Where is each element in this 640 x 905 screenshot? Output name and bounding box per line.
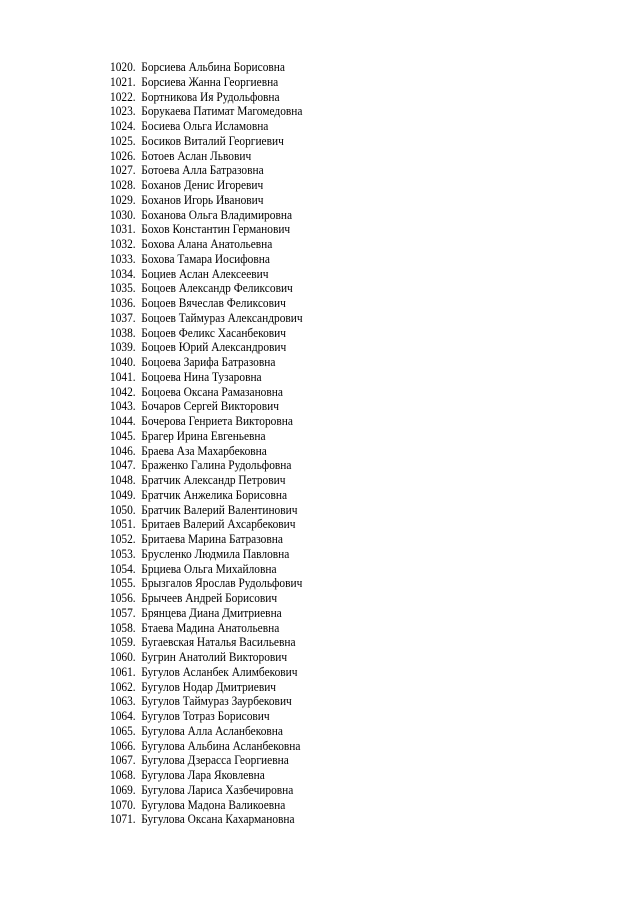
entry-number: 1034. (110, 266, 136, 281)
list-item (110, 576, 303, 591)
entry-name: Боцоев Таймураз Александрович (141, 310, 303, 325)
entry-name: Бугулова Лара Яковлевна (141, 768, 265, 782)
entry-name: Бугулова Алла Асланбековна (141, 723, 283, 738)
entry-number: 1037. (110, 310, 136, 325)
entry-number: 1022. (110, 89, 136, 104)
list-item (110, 281, 303, 296)
entry-number: 1031. (110, 222, 136, 237)
list-item (110, 208, 303, 223)
list-item (110, 311, 303, 326)
entry-name: Браева Аза Махарбековна (141, 443, 267, 458)
entry-name: Боцоев Феликс Хасанбекович (141, 325, 287, 340)
entry-number: 1025. (110, 133, 136, 148)
entry-number: 1070. (110, 797, 136, 812)
entry-name: Бочаров Сергей Викторович (141, 399, 279, 414)
entry-name: Бугулова Альбина Асланбековна (141, 738, 301, 753)
entry-name: Бугулова Мадона Валикоевна (141, 797, 286, 812)
list-item (110, 798, 303, 813)
entry-name: Бочерова Генриета Викторовна (141, 414, 293, 428)
entry-number: 1063. (110, 694, 136, 709)
entry-number: 1071. (110, 812, 136, 827)
entry-number: 1068. (110, 768, 136, 782)
list-item (110, 90, 303, 105)
list-item (110, 355, 303, 370)
entry-name: Боциев Аслан Алексеевич (141, 266, 269, 281)
list-item (110, 163, 303, 178)
entry-name: Бугулова Дзерасса Георгиевна (141, 753, 289, 768)
list-item (110, 399, 303, 414)
list-item (110, 621, 303, 636)
entry-name: Бугрин Анатолий Викторович (141, 650, 288, 664)
entry-name: Боцоев Вячеслав Феликсович (141, 296, 286, 310)
entry-number: 1052. (110, 532, 136, 546)
entry-name: Брусленко Людмила Павловна (141, 546, 290, 561)
list-item (110, 606, 303, 621)
list-item (110, 532, 303, 547)
entry-number: 1055. (110, 576, 136, 591)
entry-number: 1024. (110, 119, 136, 133)
list-item (110, 193, 303, 208)
entry-number: 1032. (110, 237, 136, 251)
list-item (110, 753, 303, 768)
list-item (110, 724, 303, 739)
list-item (110, 768, 303, 783)
entry-name: Брянцева Диана Дмитриевна (141, 605, 282, 620)
entry-number: 1033. (110, 251, 136, 266)
entry-number: 1027. (110, 163, 136, 178)
entry-number: 1026. (110, 148, 136, 163)
entry-number: 1062. (110, 679, 136, 694)
entry-name: Борсиева Жанна Георгиевна (141, 74, 279, 89)
entry-number: 1021. (110, 74, 136, 89)
entry-number: 1044. (110, 414, 136, 428)
entry-name: Боцоев Юрий Александрович (141, 340, 287, 355)
list-item (110, 503, 303, 518)
entry-name: Братчик Александр Петрович (141, 473, 286, 487)
entry-name: Бугулов Таймураз Заурбекович (141, 694, 292, 709)
entry-number: 1054. (110, 561, 136, 576)
list-item (110, 517, 303, 532)
entry-number: 1064. (110, 709, 136, 723)
entry-number: 1066. (110, 738, 136, 753)
entry-number: 1035. (110, 281, 136, 296)
list-item (110, 458, 303, 473)
entry-number: 1047. (110, 458, 136, 473)
entry-name: Брычеев Андрей Борисович (141, 591, 278, 605)
list-item (110, 739, 303, 754)
entry-name: Бохова Тамара Иосифовна (141, 251, 270, 266)
entry-number: 1057. (110, 605, 136, 620)
entry-number: 1058. (110, 620, 136, 635)
list-item (110, 149, 303, 164)
list-item (110, 134, 303, 149)
list-item (110, 783, 303, 798)
entry-number: 1038. (110, 325, 136, 340)
list-item (110, 385, 303, 400)
list-item (110, 178, 303, 193)
entry-name: Бортникова Ия Рудольфовна (141, 89, 280, 104)
entry-name: Брциева Ольга Михайловна (141, 561, 277, 576)
list-item (110, 488, 303, 503)
entry-name: Брызгалов Ярослав Рудольфович (141, 576, 303, 591)
entry-number: 1056. (110, 591, 136, 605)
list-item (110, 444, 303, 459)
entry-name: Братчик Валерий Валентинович (141, 502, 298, 517)
entry-name: Бугулова Оксана Кахармановна (141, 812, 295, 827)
list-item (110, 547, 303, 562)
entry-name: Бугулов Нодар Дмитриевич (141, 679, 277, 694)
list-item (110, 267, 303, 282)
list-item (110, 104, 303, 119)
entry-name: Брагер Ирина Евгеньевна (141, 428, 266, 443)
list-item (110, 591, 303, 606)
entry-name: Бугулов Асланбек Алимбекович (141, 664, 298, 679)
entry-name: Ботоев Аслан Львович (141, 148, 252, 163)
entry-name: Бохова Алана Анатольевна (141, 237, 273, 251)
entry-name: Браженко Галина Рудольфовна (141, 458, 292, 473)
list-item (110, 812, 303, 827)
entry-name: Бугулов Тотраз Борисович (141, 709, 270, 723)
entry-number: 1060. (110, 650, 136, 664)
entry-name: Бритаева Марина Батразовна (141, 532, 283, 546)
list-item (110, 75, 303, 90)
entry-number: 1045. (110, 428, 136, 443)
entry-number: 1042. (110, 384, 136, 399)
list-item (110, 709, 303, 724)
entry-name: Братчик Анжелика Борисовна (141, 487, 288, 502)
list-item (110, 119, 303, 134)
entry-number: 1059. (110, 635, 136, 650)
list-item (110, 665, 303, 680)
entry-number: 1030. (110, 207, 136, 222)
entry-number: 1039. (110, 340, 136, 355)
list-item (110, 694, 303, 709)
list-item (110, 222, 303, 237)
name-list (110, 60, 319, 827)
list-item (110, 237, 303, 252)
list-item (110, 370, 303, 385)
entry-number: 1020. (110, 60, 136, 74)
entry-number: 1065. (110, 723, 136, 738)
entry-name: Босиков Виталий Георгиевич (141, 133, 284, 148)
entry-name: Боцоева Оксана Рамазановна (141, 384, 283, 399)
list-item (110, 680, 303, 695)
entry-number: 1029. (110, 192, 136, 207)
list-item (110, 340, 303, 355)
entry-name: Боцоева Нина Тузаровна (141, 369, 262, 384)
list-item (110, 562, 303, 577)
entry-name: Бритаев Валерий Ахсарбекович (141, 517, 296, 532)
entry-number: 1069. (110, 782, 136, 797)
entry-number: 1048. (110, 473, 136, 487)
entry-number: 1050. (110, 502, 136, 517)
entry-number: 1049. (110, 487, 136, 502)
entry-name: Боцоев Александр Феликсович (141, 281, 293, 296)
entry-name: Бтаева Мадина Анатольевна (141, 620, 280, 635)
entry-name: Боханов Игорь Иванович (141, 192, 264, 207)
list-item (110, 296, 303, 311)
entry-name: Ботоева Алла Батразовна (141, 163, 264, 178)
list-item (110, 650, 303, 665)
entry-number: 1053. (110, 546, 136, 561)
list-item (110, 414, 303, 429)
list-item (110, 429, 303, 444)
entry-number: 1043. (110, 399, 136, 414)
entry-number: 1067. (110, 753, 136, 768)
entry-number: 1051. (110, 517, 136, 532)
entry-name: Боханова Ольга Владимировна (141, 207, 293, 222)
entry-number: 1061. (110, 664, 136, 679)
entry-number: 1023. (110, 104, 136, 119)
entry-name: Бугулова Лариса Хазбечировна (141, 782, 294, 797)
list-item (110, 473, 303, 488)
list-item (110, 635, 303, 650)
list-item (110, 326, 303, 341)
entry-number: 1040. (110, 355, 136, 369)
entry-name: Боханов Денис Игоревич (141, 178, 264, 192)
list-item (110, 60, 303, 75)
entry-name: Бохов Константин Германович (141, 222, 291, 237)
entry-name: Борукаева Патимат Магомедовна (141, 104, 303, 119)
entry-name: Борсиева Альбина Борисовна (141, 60, 285, 74)
entry-number: 1036. (110, 296, 136, 310)
list-item (110, 252, 303, 267)
entry-number: 1041. (110, 369, 136, 384)
entry-number: 1046. (110, 443, 136, 458)
entry-name: Бугаевская Наталья Васильевна (141, 635, 296, 650)
entry-name: Боцоева Зарифа Батразовна (141, 355, 276, 369)
entry-number: 1028. (110, 178, 136, 192)
entry-name: Босиева Ольга Исламовна (141, 119, 269, 133)
